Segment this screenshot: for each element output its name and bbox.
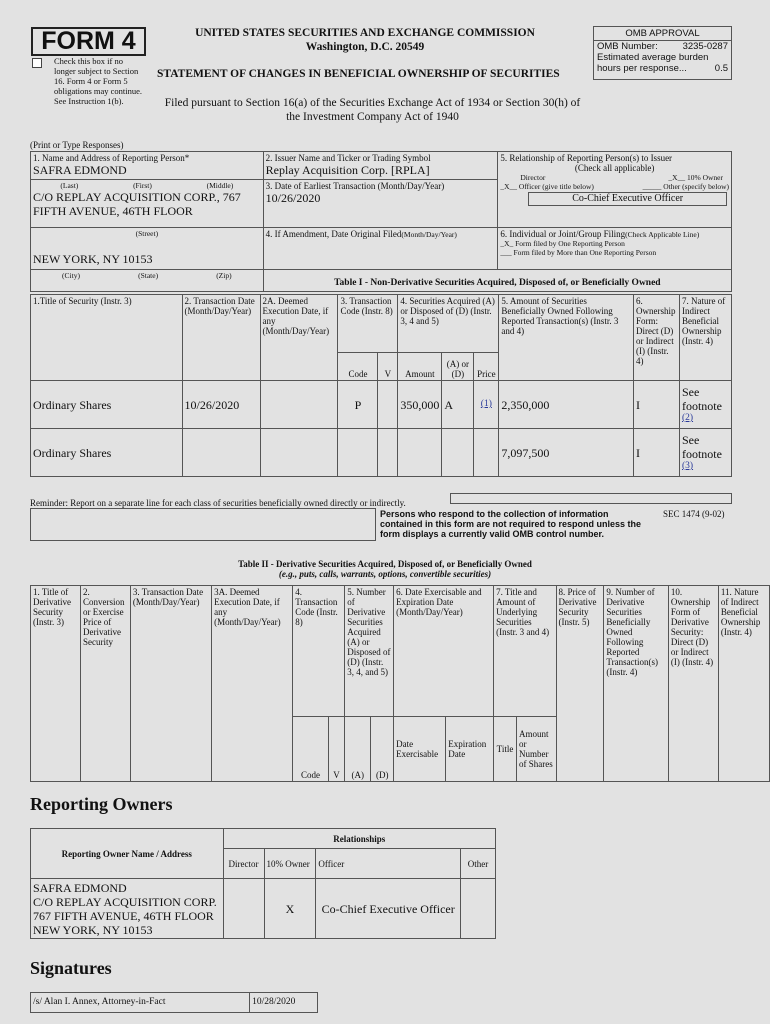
reporting-owners-table (30, 828, 496, 939)
reporting-owners-heading: Reporting Owners (30, 794, 173, 814)
relationship-sub: (Check all applicable) (574, 163, 655, 173)
owner-officer: Co-Chief Executive Officer (316, 879, 461, 939)
t2-header-underlying: 7. Title and Amount of Underlying Securities (Instr. 3 and 4) (494, 586, 556, 717)
t2-header-code: 4. Transaction Code (Instr. 8) (293, 586, 345, 717)
t2-header-exercisable: 6. Date Exercisable and Expiration Date (Month/Day/Year) (394, 586, 494, 717)
t1-r2-price (474, 429, 499, 477)
t2-subheader-title: Title (494, 717, 517, 782)
t1-r1-nature-text: See footnote (681, 385, 722, 413)
owner-other (461, 879, 496, 939)
relationship-director: Director (520, 173, 546, 182)
t1-r2-v (378, 429, 398, 477)
reporting-city-value: NEW YORK, NY 10153 (33, 252, 153, 266)
reporting-person-cell (31, 152, 264, 180)
owner-director (223, 879, 264, 939)
relationship-title: Co-Chief Executive Officer (528, 192, 727, 206)
owners-col-officer: Officer (316, 849, 461, 879)
t1-r2-form: I (633, 429, 679, 477)
t2-header-price: 8. Price of Derivative Security (Instr. 5) (556, 586, 604, 782)
t1-r1-nature-footnote-link[interactable]: (2) (681, 413, 694, 423)
t2-header-date: 3. Transaction Date (Month/Day/Year) (130, 586, 211, 782)
filed-pursuant (150, 96, 595, 124)
reporting-city-cell (31, 228, 264, 270)
t1-r2-date (182, 429, 260, 477)
t2-subheader-d: (D) (371, 717, 394, 782)
t1-header-form: 6. Ownership Form: Direct (D) or Indirect (I) (Instr. 4) (633, 295, 679, 381)
t1-r1-title: Ordinary Shares (31, 381, 183, 429)
table-row (31, 879, 496, 939)
filing-cell (498, 228, 732, 270)
t1-r2-aord (442, 429, 474, 477)
non-derivative-table (30, 294, 732, 477)
owners-col-other: Other (461, 849, 496, 879)
table2-subtitle: (e.g., puts, calls, warrants, options, convertible securities) (278, 569, 492, 579)
issuer-label: 2. Issuer Name and Ticker or Trading Symbol (265, 153, 431, 163)
t2-header-conversion: 2. Conversion or Exercise Price of Derivative Security (80, 586, 130, 782)
last-name-hint: (Last) (60, 181, 79, 190)
relationship-ten-pct: _X__ 10% Owner (668, 173, 723, 182)
amendment-label: 4. If Amendment, Date Original Filed (265, 229, 402, 239)
issuer-value: Replay Acquisition Corp. [RPLA] (265, 163, 430, 177)
relationship-cell (498, 152, 732, 228)
t2-header-form: 10. Ownership Form of Derivative Security: Direct (D) or Indirect (I) (Instr. 4) (668, 586, 718, 782)
table-row (31, 381, 732, 429)
reporting-address-cell (31, 180, 264, 228)
reminder-blank-area (30, 508, 376, 541)
t2-subheader-a: (A) (345, 717, 371, 782)
city-hint: (City) (62, 271, 80, 280)
reminder-blank-box (450, 493, 732, 504)
agency-line-1: UNITED STATES SECURITIES AND EXCHANGE COMMISSION (195, 27, 535, 39)
omb-hours-label: hours per response... (597, 63, 687, 74)
t2-subheader-code: Code (293, 717, 328, 782)
omb-number-value: 3235-0287 (682, 41, 728, 52)
reporting-person-label: 1. Name and Address of Reporting Person (33, 153, 185, 163)
omb-approval-box (593, 26, 732, 80)
omb-number-label: OMB Number: (597, 41, 658, 52)
statement-title: STATEMENT OF CHANGES IN BENEFICIAL OWNERSHIP OF SECURITIES (157, 68, 560, 80)
omb-hours-value: 0.5 (714, 63, 728, 74)
t1-r1-aord: A (442, 381, 474, 429)
table-row (31, 993, 318, 1013)
owners-col-name: Reporting Owner Name / Address (31, 829, 224, 879)
table2-title (30, 559, 740, 579)
omb-number-row (594, 41, 731, 52)
filer-info-table (30, 151, 732, 292)
t1-subheader-amount: Amount (398, 353, 442, 381)
t1-r1-price-footnote-link[interactable]: (1) (474, 381, 499, 429)
signature-name: /s/ Alan I. Annex, Attorney-in-Fact (31, 993, 250, 1013)
t1-r1-owned: 2,350,000 (499, 381, 634, 429)
table1-title: Table I - Non-Derivative Securities Acquired, Disposed of, or Beneficially Owned (334, 277, 661, 288)
state-hint: (State) (138, 271, 159, 280)
reporting-address-line-2: FIFTH AVENUE, 46TH FLOOR (33, 204, 193, 218)
t1-header-code: 3. Transaction Code (Instr. 8) (338, 295, 398, 353)
first-name-hint: (First) (133, 181, 152, 190)
t1-r2-owned: 7,097,500 (499, 429, 634, 477)
t1-header-nature: 7. Nature of Indirect Beneficial Ownership (Instr. 4) (679, 295, 731, 381)
owner-line-1: SAFRA EDMOND (33, 880, 127, 895)
earliest-date-value: 10/26/2020 (265, 191, 321, 205)
t1-subheader-code: Code (338, 353, 378, 381)
t1-r2-amount (398, 429, 442, 477)
omb-burden-label: Estimated average burden (597, 52, 709, 63)
owner-line-2: C/O REPLAY ACQUISITION CORP. (33, 894, 217, 909)
relationship-officer: _X__ Officer (give title below) (500, 182, 594, 191)
no-longer-subject-checkbox[interactable] (32, 58, 42, 68)
agency-name (165, 26, 565, 54)
t1-r2-title: Ordinary Shares (31, 429, 183, 477)
t1-r1-v (378, 381, 398, 429)
signatures-table (30, 992, 318, 1013)
owner-line-4: NEW YORK, NY 10153 (33, 922, 153, 937)
filing-option-1: _X_ Form filed by One Reporting Person (500, 239, 625, 248)
t2-subheader-date-exercisable: Date Exercisable (394, 717, 446, 782)
checkbox-instruction: Check this box if no longer subject to Section 16. Form 4 or Form 5 obligations may continue. See Instruction 1(b). (54, 56, 143, 106)
t2-subheader-v: V (328, 717, 345, 782)
t2-header-title: 1. Title of Derivative Security (Instr. 3) (31, 586, 81, 782)
agency-line-2: Washington, D.C. 20549 (305, 41, 425, 53)
t1-subheader-aord: (A) or (D) (442, 353, 474, 381)
city-state-zip-hints (31, 270, 264, 292)
t1-r1-code: P (338, 381, 378, 429)
relationship-label: 5. Relationship of Reporting Person(s) to Issuer (500, 153, 673, 163)
t1-r2-nature-footnote-link[interactable]: (3) (681, 461, 694, 471)
amendment-cell (263, 228, 498, 270)
t1-r2-nature (679, 429, 731, 477)
filing-label: 6. Individual or Joint/Group Filing (500, 229, 626, 239)
filing-option-2: ___ Form filed by More than One Reporting Person (500, 248, 657, 257)
t1-subheader-v: V (378, 353, 398, 381)
filing-hint: (Check Applicable Line) (625, 230, 700, 239)
issuer-cell (263, 152, 498, 180)
t1-header-deemed: 2A. Deemed Execution Date, if any (Month/Day/Year) (260, 295, 338, 381)
middle-name-hint: (Middle) (206, 181, 234, 190)
t2-header-deemed: 3A. Deemed Execution Date, if any (Month/Day/Year) (212, 586, 293, 782)
zip-hint: (Zip) (216, 271, 232, 280)
reporting-address-line-1: C/O REPLAY ACQUISITION CORP., 767 (33, 190, 241, 204)
relationship-other: _____ Other (specify below) (642, 182, 729, 191)
t1-r2-code (338, 429, 378, 477)
owners-col-director: Director (223, 849, 264, 879)
t1-r1-form: I (633, 381, 679, 429)
filed-line-1: Filed pursuant to Section 16(a) of the Securities Exchange Act of 1934 or Section 30(h) of (164, 97, 581, 109)
t1-r1-date: 10/26/2020 (182, 381, 260, 429)
signature-date: 10/28/2020 (250, 993, 318, 1013)
t1-header-title: 1.Title of Security (Instr. 3) (31, 295, 183, 381)
omb-notice: Persons who respond to the collection of information contained in this form are not required to respond unless the form displays a currently valid OMB control number. (380, 509, 642, 539)
owners-col-relationships: Relationships (223, 829, 495, 849)
t1-r1-nature (679, 381, 731, 429)
t2-header-owned: 9. Number of Derivative Securities Beneficially Owned Following Reported Transaction(s) (Instr. 4) (604, 586, 669, 782)
t1-header-owned: 5. Amount of Securities Beneficially Owned Following Reported Transaction(s) (Instr. 3 and 4) (499, 295, 634, 381)
reminder-text: Reminder: Report on a separate line for each class of securities beneficially owned directly or indirectly. (30, 498, 406, 508)
street-hint: (Street) (135, 229, 159, 238)
t1-subheader-price: Price (474, 353, 499, 381)
t2-header-number: 5. Number of Derivative Securities Acquired (A) or Disposed of (D) (Instr. 3, 4, and 5) (345, 586, 394, 717)
table1-title-cell (263, 270, 731, 292)
t1-header-date: 2. Transaction Date (Month/Day/Year) (182, 295, 260, 381)
table2-title-line: Table II - Derivative Securities Acquired, Disposed of, or Beneficially Owned (238, 559, 532, 569)
reporting-person-footnote: * (184, 153, 190, 163)
t1-r2-nature-text: See footnote (681, 433, 722, 461)
derivative-table (30, 585, 770, 782)
t1-r2-deemed (260, 429, 338, 477)
earliest-date-label: 3. Date of Earliest Transaction (Month/Day/Year) (265, 181, 445, 191)
filed-line-2: the Investment Company Act of 1940 (286, 111, 459, 123)
t2-subheader-expiration: Expiration Date (446, 717, 494, 782)
owner-name-address (31, 879, 224, 939)
sec-form-code: SEC 1474 (9-02) (663, 509, 725, 519)
signatures-heading: Signatures (30, 958, 112, 978)
print-type-note: (Print or Type Responses) (30, 140, 124, 150)
owners-col-ten-pct: 10% Owner (264, 849, 316, 879)
t2-subheader-amount: Amount or Number of Shares (516, 717, 556, 782)
owner-line-3: 767 FIFTH AVENUE, 46TH FLOOR (33, 908, 214, 923)
omb-hours-row (594, 63, 731, 74)
omb-title: OMB APPROVAL (594, 27, 731, 41)
earliest-date-cell (263, 180, 498, 228)
table-row (31, 429, 732, 477)
amendment-hint: (Month/Day/Year) (401, 230, 457, 239)
t1-r1-deemed (260, 381, 338, 429)
t1-header-acquired: 4. Securities Acquired (A) or Disposed of (D) (Instr. 3, 4 and 5) (398, 295, 499, 353)
reporting-person-name: SAFRA EDMOND (33, 163, 127, 177)
t1-r1-amount: 350,000 (398, 381, 442, 429)
owner-ten-pct: X (264, 879, 316, 939)
t2-header-nature: 11. Nature of Indirect Beneficial Ownership (Instr. 4) (718, 586, 769, 782)
omb-burden-row (594, 52, 731, 63)
form-title: FORM 4 (31, 27, 146, 56)
